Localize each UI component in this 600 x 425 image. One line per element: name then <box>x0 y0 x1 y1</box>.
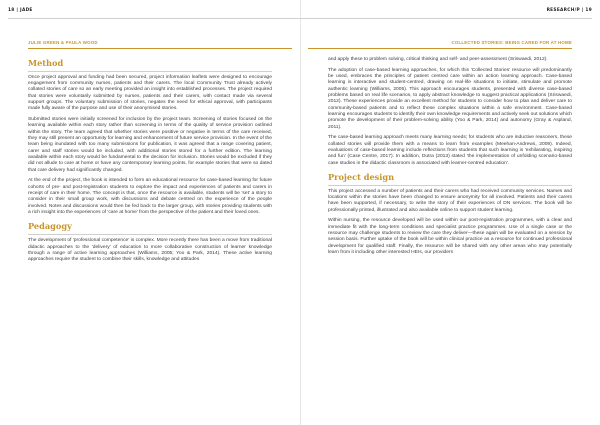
paragraph: Once project approval and funding had been secured, project information leaflets were designed to encourage engagement from community nurses, patients and their carers. The local Community Trust already actively collated stories of care so an early meeting provided an insight into established processes. The project required that stories were voluntarily submitted by nurses, patients and their carers, with contact made via several support groups. The voluntary submission of stories, negates the need for ethical approval, with participants made fully aware of the purpose and use of their anonymised stories. <box>28 74 272 112</box>
section-heading-method: Method <box>28 58 64 68</box>
running-head: JULIE GREEN & PAULA WOOD <box>28 40 98 45</box>
paragraph: This project accessed a number of patients and their carers who had received community services. Names and locations within the stories have been changed to ensure anonymity for all involved. Patients and their carers have been supported, if necessary, to write the story of their experiences of DN services. The book will be professionally printed, illustrated and also available online to support student learning. <box>328 188 572 213</box>
top-rule <box>8 18 300 19</box>
running-head-rule <box>28 48 292 49</box>
running-head: COLLECTED STORIES: BEING CARED FOR AT HOME <box>451 40 572 45</box>
paragraph: At the end of the project, the book is intended to form an educational resource for case-based learning for future cohorts of pre- and post-registration students to explore the impact and experiences of patients and carers in receipt of care in their home. The concept is that, once the resource is available, students will be 'set' a story to consider in their small group work, with discussions and debate centred on the experience of the people involved. Notes and discussions would then be fed back to the larger group, with stories providing students with a rich insight into the experiences of 'care at home' from the perspective of the patient and their loved ones. <box>28 178 272 215</box>
page-folio: 18 | JADE <box>8 8 33 13</box>
heading-rule <box>28 71 272 72</box>
heading-rule <box>328 185 572 186</box>
section-heading-pedagogy: Pedagogy <box>28 221 72 232</box>
paragraph: The case-based learning approach meets many learning needs; for students who are inductive reasoners, these collated stories will provide them with a means to learn from examples (Meehan-Andrews, 2009). Indeed, evaluations of case-based learning include reflections from students that such learning is 'exhilarating, inspiring and fun' (Case Centre, 2017). In addition, Dutra (2013) stated 'the implementation of unfolding scenario-based case studies in the didactic classroom is associated with learner-centred education'. <box>328 135 572 166</box>
paragraph: The development of 'professional competence' is complex. More recently there has been a move from traditional didactic approaches to the 'delivery' of education to more collaborative construction of learner knowledge through a range of active learning approaches (Williams, 2005; Yoo & Park, 2014). These active learning approaches require the student to combine their skills, knowledge and attitudes <box>28 238 272 263</box>
right-page <box>300 0 600 425</box>
page-folio: RESEARCH/P | 19 <box>546 8 592 13</box>
paragraph: Submitted stories were initially screened for inclusion by the project team. Screening of stories focused on the learning available within each story rather than screening in terms of the quality of service provision outlined within the story. The team agreed that whether stories were positive or negative in terms of the care received, they may still present an opportunity for learning and enhancement of future service provision. In the event of the team being inundated with too many submissions for publication, it was agreed that a range covering patient, carer and staff stories would be included, with additional stories stored for a further edition. The learning available within each story would be fundamental to the decision for inclusion. Stories would be excluded if they did not allude to care at home or have any contemporary learning points, for example stories that were so dated that care delivery had significantly changed. <box>28 116 272 173</box>
section-heading-project-design: Project design <box>328 172 395 183</box>
left-column <box>28 57 272 268</box>
right-column <box>328 57 572 261</box>
paragraph: The adoption of case-based learning approaches, for which this 'Collected Stories' resource will predominantly be used, embraces the principles of patient centred care within an action learning approach. Case-based learning is interactive and student-centred, drawing on real-life situations to initiate, stimulate and promote authentic learning (Williams, 2005). This approach encourages students, presented with diverse case-based problems based on real life scenarios, to apply abstract knowledge to suggest practical applications (Sriswaedi, 2012). These experiences provide an excellent method for students to consider how to plan and deliver care to community-based patients and to reflect these complex situations within a safe environment. Case-based learning encourages students to identify their own knowledge requirements and actively seek out solutions which promote the development of their problem-solving ability (Yoo & Park, 2014) and autonomy (Gray & Aspland, 2011). <box>328 67 572 130</box>
paragraph: Within nursing, the resource developed will be used within our post-registration programmes, with a clear and immediate fit with the long-term conditions and specialist practice programmes. Use of a single case or the resource may challenge students to review the care they deliver—these again will be evaluated on a session by session basis. Further uptake of the book will be within clinical practice as a resource for continued professional development for qualified staff. Finally, the resource will be shared with any other areas who may potentially learn from it including other interested HEIs, our providers <box>328 218 572 256</box>
running-head-rule <box>308 48 572 49</box>
heading-rule <box>28 234 272 235</box>
top-rule <box>300 18 592 19</box>
paragraph: and apply these to problem solving, critical thinking and self- and peer-assessment (Sriswaedi, 2012). <box>328 57 548 62</box>
